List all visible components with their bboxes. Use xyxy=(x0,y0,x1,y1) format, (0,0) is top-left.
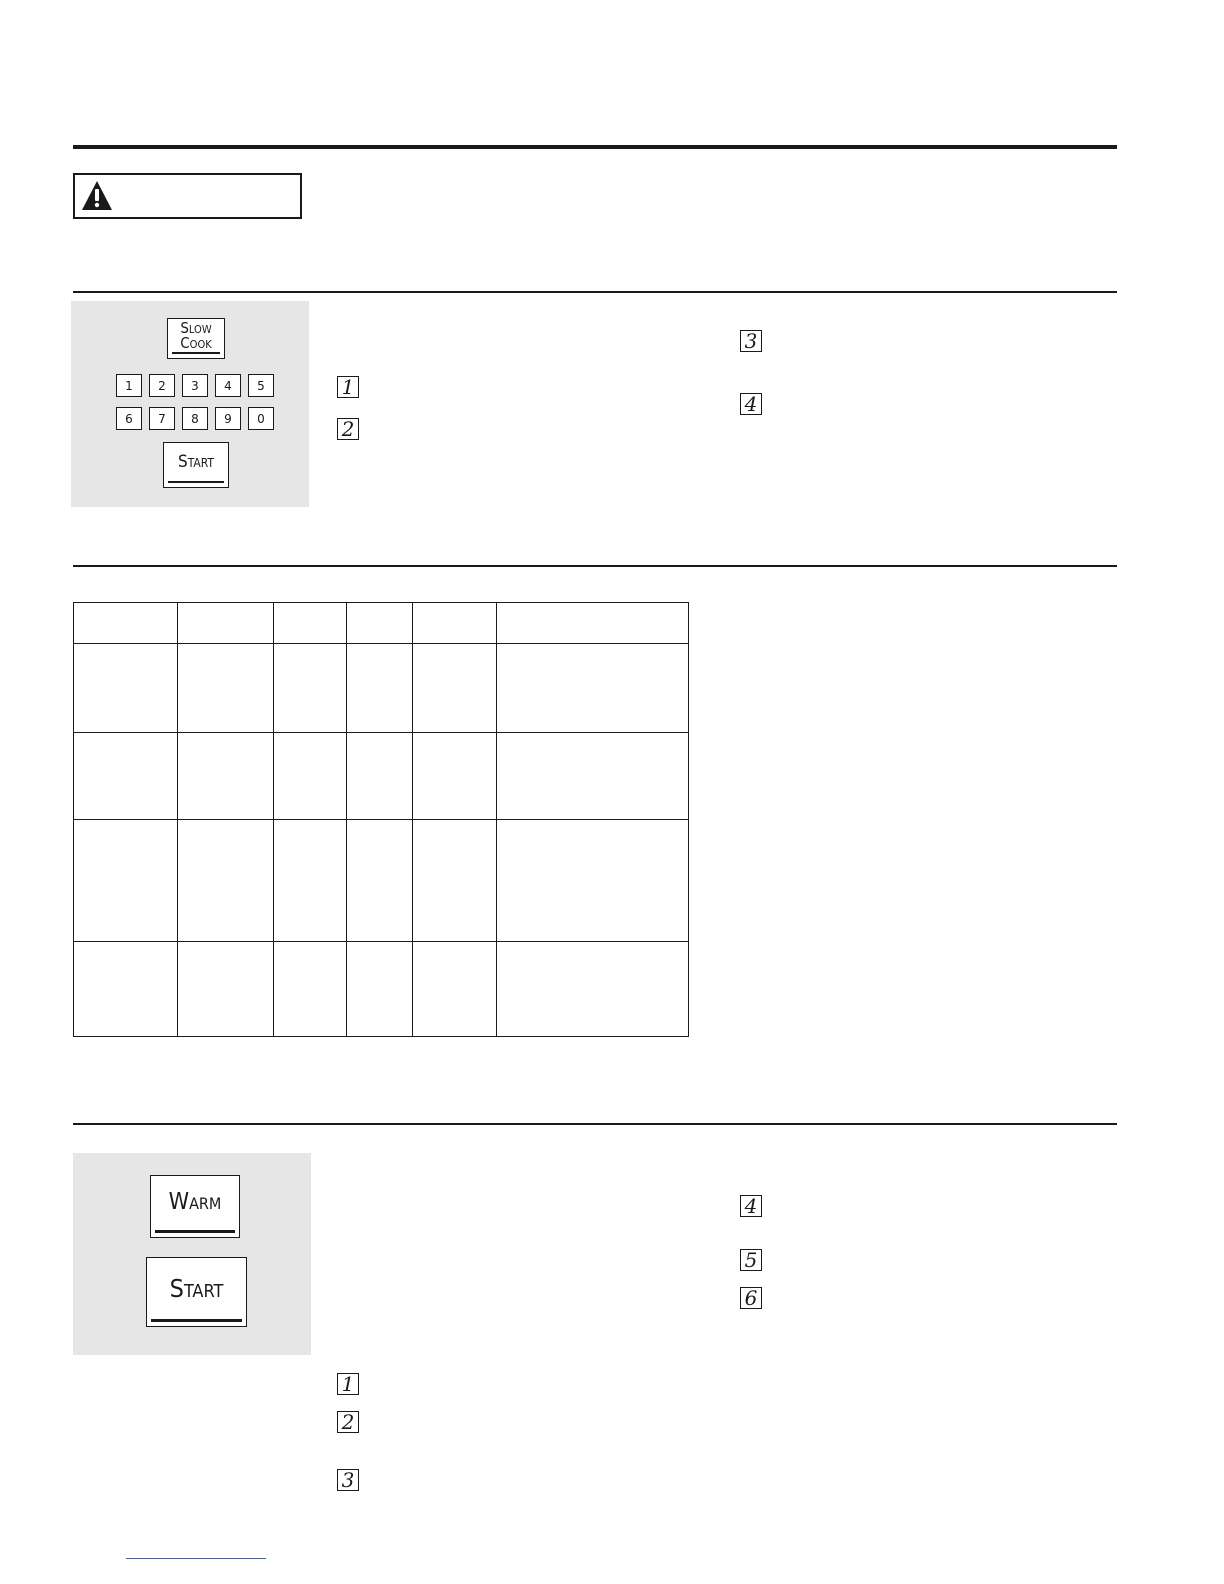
keypad-key-8[interactable]: 8 xyxy=(182,407,208,430)
slow-cook-panel-illustration xyxy=(71,301,309,507)
keypad-key-0[interactable]: 0 xyxy=(248,407,274,430)
slow-cook-button[interactable] xyxy=(167,318,225,359)
footer-link-underline[interactable] xyxy=(126,1558,266,1559)
warm-step-2: 2 xyxy=(337,1411,359,1433)
keypad-key-5[interactable]: 5 xyxy=(248,374,274,397)
keypad-key-9[interactable]: 9 xyxy=(215,407,241,430)
section-rule-warm xyxy=(73,1123,1117,1125)
slow-cook-step-4: 4 xyxy=(740,393,762,415)
table-row xyxy=(74,644,689,733)
warm-label: Warm xyxy=(168,1189,222,1215)
warm-step-3: 3 xyxy=(337,1469,359,1491)
slow-cook-step-3: 3 xyxy=(740,330,762,352)
section-rule-table xyxy=(73,565,1117,567)
keypad-key-7[interactable]: 7 xyxy=(149,407,175,430)
warm-panel-illustration xyxy=(73,1153,311,1355)
section-rule-slow-cook xyxy=(73,291,1117,293)
keypad-key-6[interactable]: 6 xyxy=(116,407,142,430)
keypad-key-4[interactable]: 4 xyxy=(215,374,241,397)
header-rule xyxy=(73,145,1117,149)
slow-cook-label-line2: Cook xyxy=(180,333,212,352)
warm-step-6: 6 xyxy=(740,1287,762,1309)
slow-cook-step-1: 1 xyxy=(337,376,359,398)
keypad-key-2[interactable]: 2 xyxy=(149,374,175,397)
slow-cook-step-2: 2 xyxy=(337,418,359,440)
table-row xyxy=(74,942,689,1037)
caution-box xyxy=(73,173,302,219)
warm-step-5: 5 xyxy=(740,1249,762,1271)
table-row xyxy=(74,820,689,942)
warm-button[interactable] xyxy=(150,1175,240,1238)
slow-cook-start-button[interactable] xyxy=(163,442,229,488)
keypad-key-3[interactable]: 3 xyxy=(182,374,208,397)
slow-cook-label-line1: Slow xyxy=(180,318,212,337)
slow-cook-start-label: Start xyxy=(178,451,214,472)
warm-step-4: 4 xyxy=(740,1195,762,1217)
table-row xyxy=(74,733,689,820)
warm-start-button[interactable] xyxy=(146,1257,247,1327)
warm-step-1: 1 xyxy=(337,1373,359,1395)
cooking-guide-table xyxy=(73,602,689,1037)
table-row xyxy=(74,603,689,644)
warm-start-label: Start xyxy=(169,1273,224,1303)
keypad-key-1[interactable]: 1 xyxy=(116,374,142,397)
